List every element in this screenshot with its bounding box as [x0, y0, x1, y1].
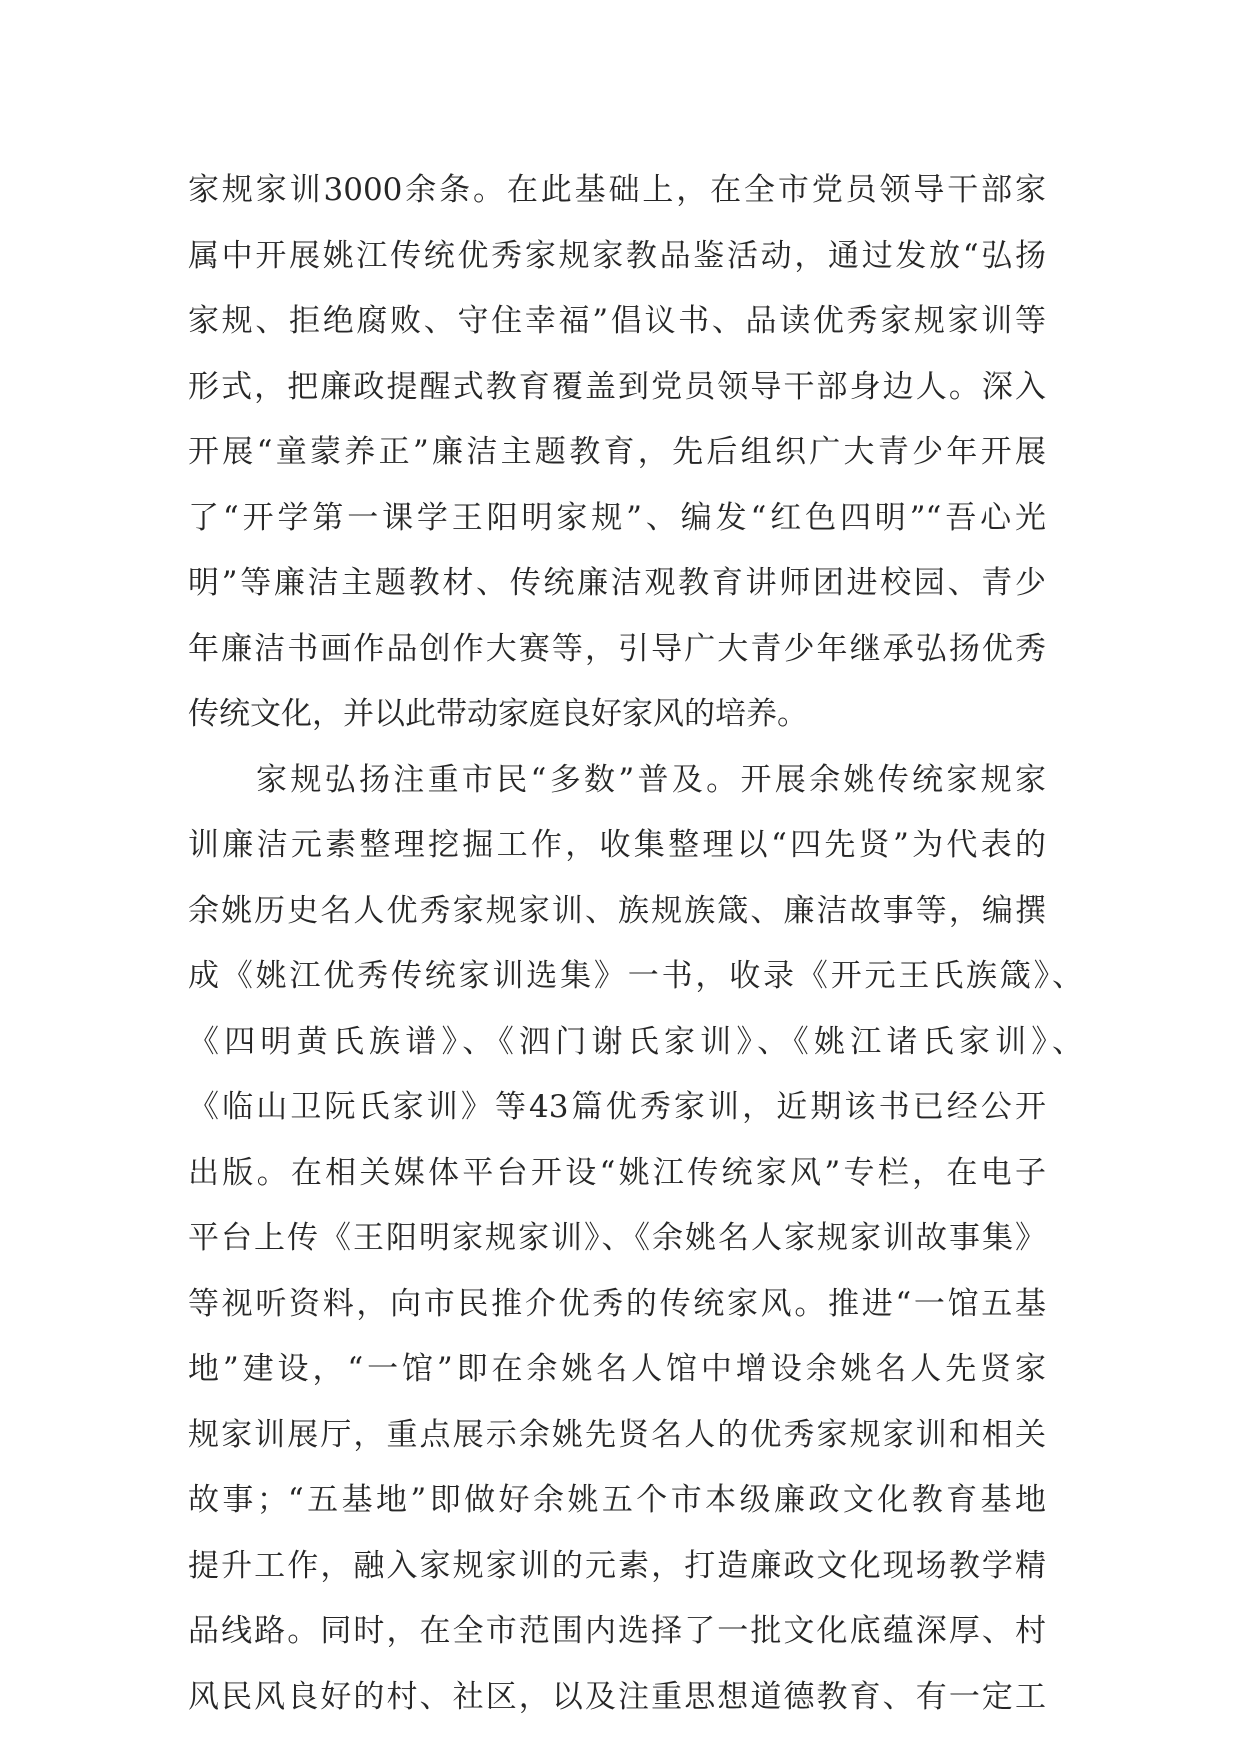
text-line: 平台上传《王阳明家规家训》、《余姚名人家规家训故事集》 [188, 1220, 1046, 1256]
paragraph-start-line: 家规弘扬注重市民“多数”普及。开展余姚传统家规家 [256, 761, 1046, 798]
text-line: 属中开展姚江传统优秀家规家教品鉴活动，通过发放“弘扬 [188, 237, 1046, 274]
text-line: 《临山卫阮氏家训》等43篇优秀家训，近期该书已经公开 [188, 1089, 1046, 1125]
text-line: 提升工作，融入家规家训的元素，打造廉政文化现场教学精 [188, 1547, 1046, 1584]
text-line: 年廉洁书画作品创作大赛等，引导广大青少年继承弘扬优秀 [188, 630, 1046, 667]
text-line: 训廉洁元素整理挖掘工作，收集整理以“四先贤”为代表的 [188, 827, 1046, 863]
text-line: 等视听资料，向市民推介优秀的传统家风。推进“一馆五基 [188, 1285, 1046, 1322]
text-line: 成《姚江优秀传统家训选集》一书，收录《开元王氏族箴》、 [188, 958, 1083, 994]
text-line: 余姚历史名人优秀家规家训、族规族箴、廉洁故事等，编撰 [188, 892, 1046, 929]
text-line: 了“开学第一课学王阳明家规”、编发“红色四明”“吾心光 [188, 499, 1046, 536]
text-line: 家规家训3000余条。在此基础上，在全市党员领导干部家 [188, 172, 1046, 208]
paragraph-end-line: 传统文化，并以此带动家庭良好家风的培养。 [188, 696, 808, 732]
text-line: 出版。在相关媒体平台开设“姚江传统家风”专栏，在电子 [188, 1154, 1046, 1191]
body-text [188, 158, 1083, 1730]
text-line: 规家训展厅，重点展示余姚先贤名人的优秀家规家训和相关 [188, 1416, 1046, 1453]
text-line: 家规、拒绝腐败、守住幸福”倡议书、品读优秀家规家训等 [188, 303, 1046, 339]
text-line: 风民风良好的村、社区，以及注重思想道德教育、有一定工 [188, 1678, 1046, 1715]
text-line: 品线路。同时，在全市范围内选择了一批文化底蕴深厚、村 [188, 1613, 1046, 1649]
text-line: 明”等廉洁主题教材、传统廉洁观教育讲师团进校园、青少 [188, 565, 1046, 601]
text-line: 地”建设，“一馆”即在余姚名人馆中增设余姚名人先贤家 [188, 1351, 1046, 1387]
text-line: 故事；“五基地”即做好余姚五个市本级廉政文化教育基地 [188, 1482, 1046, 1518]
text-line: 《四明黄氏族谱》、《泗门谢氏家训》、《姚江诸氏家训》、 [188, 1023, 1083, 1060]
text-line: 开展“童蒙养正”廉洁主题教育，先后组织广大青少年开展 [188, 434, 1046, 470]
text-line: 形式，把廉政提醒式教育覆盖到党员领导干部身边人。深入 [188, 368, 1046, 405]
